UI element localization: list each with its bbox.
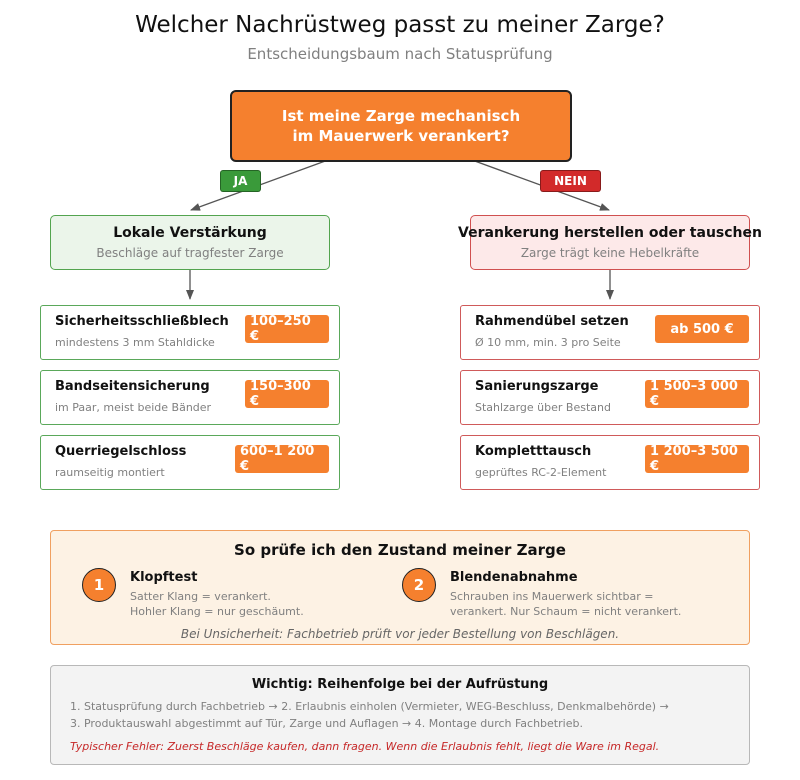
step-title: Blendenabnahme <box>450 570 578 585</box>
price-badge: 600–1 200 € <box>235 445 329 473</box>
step-text: Hohler Klang = nur geschäumt. <box>130 605 304 618</box>
yes-option-card <box>40 370 340 425</box>
check-panel <box>50 530 750 645</box>
option-subtitle: raumseitig montiert <box>55 466 165 479</box>
page-subtitle: Entscheidungsbaum nach Statusprüfung <box>247 45 553 63</box>
no-option-card <box>460 435 760 490</box>
option-subtitle: geprüftes RC-2-Element <box>475 466 607 479</box>
option-title: Bandseitensicherung <box>55 379 210 394</box>
step-number-badge: 2 <box>402 568 436 602</box>
yes-branch-title: Lokale Verstärkung <box>113 225 267 241</box>
check-title: So prüfe ich den Zustand meiner Zarge <box>234 541 566 559</box>
important-text: 1. Statusprüfung durch Fachbetrieb → 2. Erlaubnis einholen (Vermieter, WEG-Beschluss, Denkmalbehörde) → <box>70 700 669 713</box>
option-title: Sicherheitsschließblech <box>55 314 229 329</box>
no-option-card <box>460 370 760 425</box>
decision-question-line-1: Ist meine Zarge mechanisch <box>281 107 521 125</box>
no-branch-subtitle: Zarge trägt keine Hebelkräfte <box>520 246 700 260</box>
yes-option-card <box>40 305 340 360</box>
page-title: Welcher Nachrüstweg passt zu meiner Zarge? <box>135 12 665 38</box>
step-text: verankert. Nur Schaum = nicht verankert. <box>450 605 682 618</box>
step-number-badge: 1 <box>82 568 116 602</box>
no-branch-box <box>458 215 762 270</box>
yes-branch-subtitle: Beschläge auf tragfester Zarge <box>96 246 284 260</box>
important-text: 3. Produktauswahl abgestimmt auf Tür, Zarge und Auflagen → 4. Montage durch Fachbetrieb. <box>70 717 583 730</box>
step-title: Klopftest <box>130 570 198 585</box>
step-text: Satter Klang = verankert. <box>130 590 271 603</box>
yes-option-card <box>40 435 340 490</box>
important-title: Wichtig: Reihenfolge bei der Aufrüstung <box>251 677 549 692</box>
option-subtitle: Ø 10 mm, min. 3 pro Seite <box>475 336 621 349</box>
check-note: Bei Unsicherheit: Fachbetrieb prüft vor jeder Bestellung von Beschlägen. <box>180 627 620 641</box>
option-subtitle: mindestens 3 mm Stahldicke <box>55 336 215 349</box>
price-badge: 100–250 € <box>245 315 329 343</box>
price-badge: 150–300 € <box>245 380 329 408</box>
option-title: Kompletttausch <box>475 444 592 459</box>
decision-question <box>230 90 572 162</box>
yes-tag: JA <box>220 170 261 192</box>
no-option-card <box>460 305 760 360</box>
option-title: Rahmendübel setzen <box>475 314 629 329</box>
warning-text: Typischer Fehler: Zuerst Beschläge kaufen, dann fragen. Wenn die Erlaubnis fehlt, liegt die Ware im Regal. <box>70 740 660 753</box>
no-tag: NEIN <box>540 170 601 192</box>
important-panel <box>50 665 750 765</box>
option-title: Querriegelschloss <box>55 444 187 459</box>
price-badge: 1 500–3 000 € <box>645 380 749 408</box>
step-text: Schrauben ins Mauerwerk sichtbar = <box>450 590 654 603</box>
no-branch-title: Verankerung herstellen oder tauschen <box>458 225 762 241</box>
option-subtitle: Stahlzarge über Bestand <box>475 401 611 414</box>
price-badge: 1 200–3 500 € <box>645 445 749 473</box>
option-title: Sanierungszarge <box>475 379 599 394</box>
option-subtitle: im Paar, meist beide Bänder <box>55 401 212 414</box>
price-badge: ab 500 € <box>655 315 749 343</box>
decision-question-line-2: im Mauerwerk verankert? <box>292 127 510 145</box>
yes-branch-box <box>50 215 330 270</box>
